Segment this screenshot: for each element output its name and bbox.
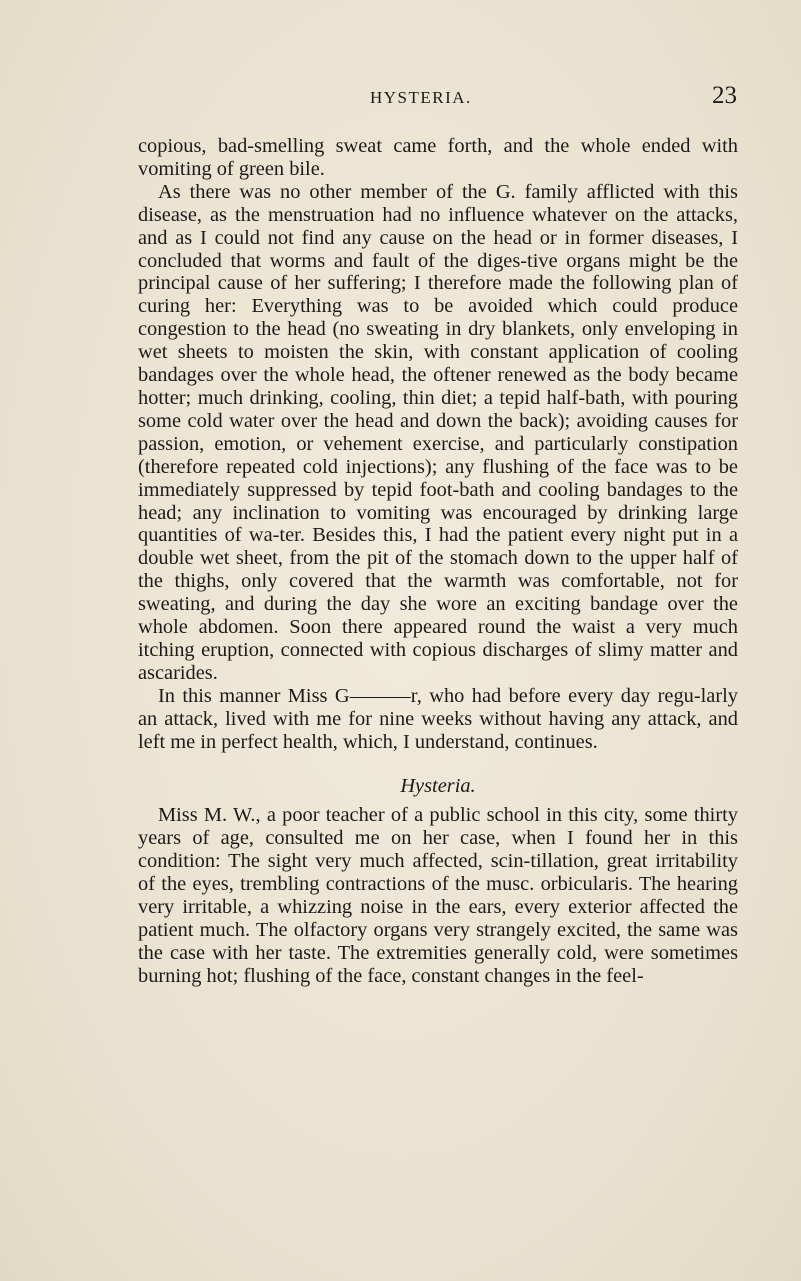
paragraph: In this manner Miss G———r, who had before every day regu-larly an attack, lived with me for nine weeks without having any attack, and left me in perfect health, which, I understand, continues. bbox=[138, 684, 738, 753]
section-title: Hysteria. bbox=[400, 775, 476, 798]
running-head: HYSTERIA. bbox=[370, 88, 472, 107]
paragraph: As there was no other member of the G. family afflicted with this disease, as the menstruation had no influence whatever on the attacks, and as I could not find any cause on the head or in former diseases, I concluded that worms and fault of the diges-tive organs might be the principal cause of her suffering; I therefore made the following plan of curing her: Everything was to be avoided which could produce congestion to the head (no sweating in dry blankets, only enveloping in wet sheets to moisten the skin, with constant application of cooling bandages over the whole head, the oftener renewed as the body became hotter; much drinking, cooling, thin diet; a tepid half-bath, with pouring some cold water over the head and down the back); avoiding causes for passion, emotion, or vehement exercise, and particularly constipation (therefore repeated cold injections); any flushing of the face was to be immediately suppressed by tepid foot-bath and cooling bandages to the head; any inclination to vomiting was encouraged by drinking large quantities of wa-ter. Besides this, I had the patient every night put in a double wet sheet, from the pit of the stomach down to the upper half of the thighs, only covered that the warmth was comfortable, not for sweating, and during the day she wore an exciting bandage over the whole abdomen. Soon there appeared round the waist a very much itching eruption, connected with copious discharges of slimy matter and ascarides. bbox=[138, 180, 738, 684]
paragraph: Miss M. W., a poor teacher of a public school in this city, some thirty years of age, consulted me on her case, when I found her in this condition: The sight very much affected, scin-tillation, great irritability of the eyes, trembling contractions of the musc. orbicularis. The hearing very irritable, a whizzing noise in the ears, every exterior affected the patient much. The olfactory organs very strangely excited, the same was the case with her taste. The extremities generally cold, were sometimes burning hot; flushing of the face, constant changes in the feel- bbox=[138, 804, 738, 987]
paragraph: copious, bad-smelling sweat came forth, and the whole ended with vomiting of green bile. bbox=[138, 135, 738, 180]
body-text bbox=[138, 135, 738, 988]
page-number: 23 bbox=[712, 82, 737, 109]
